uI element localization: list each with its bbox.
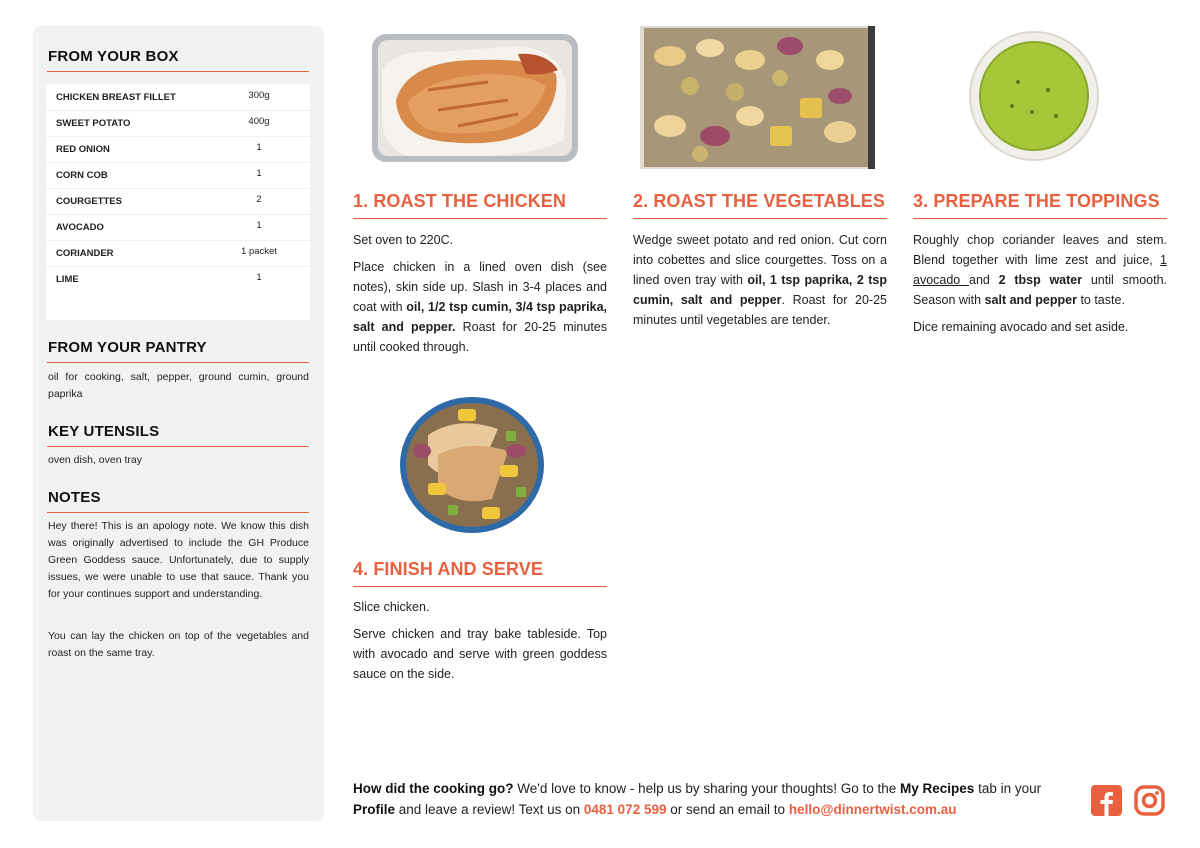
divider xyxy=(47,446,309,447)
notes-heading: NOTES xyxy=(48,489,101,506)
roast-chicken-image xyxy=(368,30,583,168)
ingredient-name: LIME xyxy=(56,274,79,285)
table-row xyxy=(46,266,310,292)
step-3-p1: Roughly chop coriander leaves and stem. Blend together with lime zest and juice, 1 avocado and 2 tbsp water until smooth. Season with salt and pepper to taste. xyxy=(913,233,1167,307)
divider xyxy=(47,512,309,513)
phone-link[interactable]: 0481 072 599 xyxy=(583,802,667,817)
step-4-p1: Slice chicken. xyxy=(353,600,430,614)
feedback-footer: How did the cooking go? We'd love to know - help us by sharing your thoughts! Go to the My Recipes tab in your Profile and leave a review! Text us on 0481 072 599 or send an email to hello@dinnertwist.com.au xyxy=(353,781,1042,817)
ingredient-table xyxy=(46,84,310,320)
notes-paragraph-2: You can lay the chicken on top of the vegetables and roast on the same tray. xyxy=(48,630,309,659)
utensils-text: oven dish, oven tray xyxy=(48,454,142,466)
green-sauce-image xyxy=(968,30,1100,162)
divider xyxy=(353,586,607,587)
table-row xyxy=(46,110,310,137)
sidebar xyxy=(33,26,324,821)
step-3-p2: Dice remaining avocado and set aside. xyxy=(913,320,1129,334)
divider xyxy=(353,218,607,219)
step-1-body xyxy=(353,230,607,364)
step-1-title: 1. ROAST THE CHICKEN xyxy=(353,191,567,211)
step-1-p1: Set oven to 220C. xyxy=(353,233,454,247)
divider xyxy=(913,218,1167,219)
step-4-body xyxy=(353,597,607,691)
divider xyxy=(47,71,309,72)
pantry-heading: FROM YOUR PANTRY xyxy=(48,339,207,356)
facebook-icon[interactable] xyxy=(1091,785,1122,816)
email-link[interactable]: hello@dinnertwist.com.au xyxy=(788,802,957,817)
table-row xyxy=(46,188,310,215)
step-4-p2: Serve chicken and tray bake tableside. Top with avocado and serve with green goddess sauce on the side. xyxy=(353,627,607,681)
utensils-heading: KEY UTENSILS xyxy=(48,423,160,440)
ingredient-qty: 1 xyxy=(256,220,262,231)
pantry-text: oil for cooking, salt, pepper, ground cumin, ground paprika xyxy=(48,371,309,400)
notes-paragraph-1: Hey there! This is an apology note. We know this dish was originally advertised to include the GH Produce Green Goddess sauce. Unfortunately, due to supply issues, we were unable to use that sauce. Thank you for your continues support and understanding. xyxy=(48,520,309,600)
divider xyxy=(633,218,887,219)
step-2-title: 2. ROAST THE VEGETABLES xyxy=(633,191,885,211)
step-2-body xyxy=(633,230,887,337)
table-row xyxy=(46,214,310,241)
ingredient-name: RED ONION xyxy=(56,144,110,155)
ingredient-name: CORN COB xyxy=(56,170,108,181)
my-recipes-link[interactable]: My Recipes xyxy=(900,781,975,796)
step-4-title: 4. FINISH AND SERVE xyxy=(353,559,543,579)
step-2-p1: Wedge sweet potato and red onion. Cut corn into cobettes and slice courgettes. Toss on a lined oven tray with oil, 1 tsp paprika, 2 tsp cumin, salt and pepper. Roast for 20-25 minutes until vegetables are tender. xyxy=(633,233,887,327)
ingredient-qty: 1 packet xyxy=(241,246,277,257)
profile-link[interactable]: Profile xyxy=(353,802,396,817)
divider xyxy=(47,362,309,363)
table-row xyxy=(46,84,310,111)
ingredient-name: SWEET POTATO xyxy=(56,118,131,129)
roast-vegetables-image xyxy=(640,26,875,169)
ingredient-qty: 400g xyxy=(248,116,270,127)
table-row xyxy=(46,162,310,189)
ingredient-name: CORIANDER xyxy=(56,248,114,259)
step-1-p2: Place chicken in a lined oven dish (see notes), skin side up. Slash in 3-4 places and coat with oil, 1/2 tsp cumin, 3/4 tsp paprika, salt and pepper. Roast for 20-25 minutes until cooked through. xyxy=(353,260,607,354)
table-row xyxy=(46,136,310,163)
ingredient-name: COURGETTES xyxy=(56,196,122,207)
ingredient-qty: 1 xyxy=(256,272,262,283)
step-3-body xyxy=(913,230,1167,344)
instagram-icon[interactable] xyxy=(1134,785,1165,816)
step-3-title: 3. PREPARE THE TOPPINGS xyxy=(913,191,1160,211)
table-row xyxy=(46,240,310,267)
ingredient-qty: 2 xyxy=(256,194,262,205)
ingredient-name: AVOCADO xyxy=(56,222,104,233)
from-your-box-heading: FROM YOUR BOX xyxy=(48,48,179,65)
ingredient-qty: 300g xyxy=(248,90,270,101)
finished-dish-image xyxy=(398,395,546,535)
ingredient-qty: 1 xyxy=(256,168,262,179)
ingredient-name: CHICKEN BREAST FILLET xyxy=(56,92,176,103)
ingredient-qty: 1 xyxy=(256,142,262,153)
